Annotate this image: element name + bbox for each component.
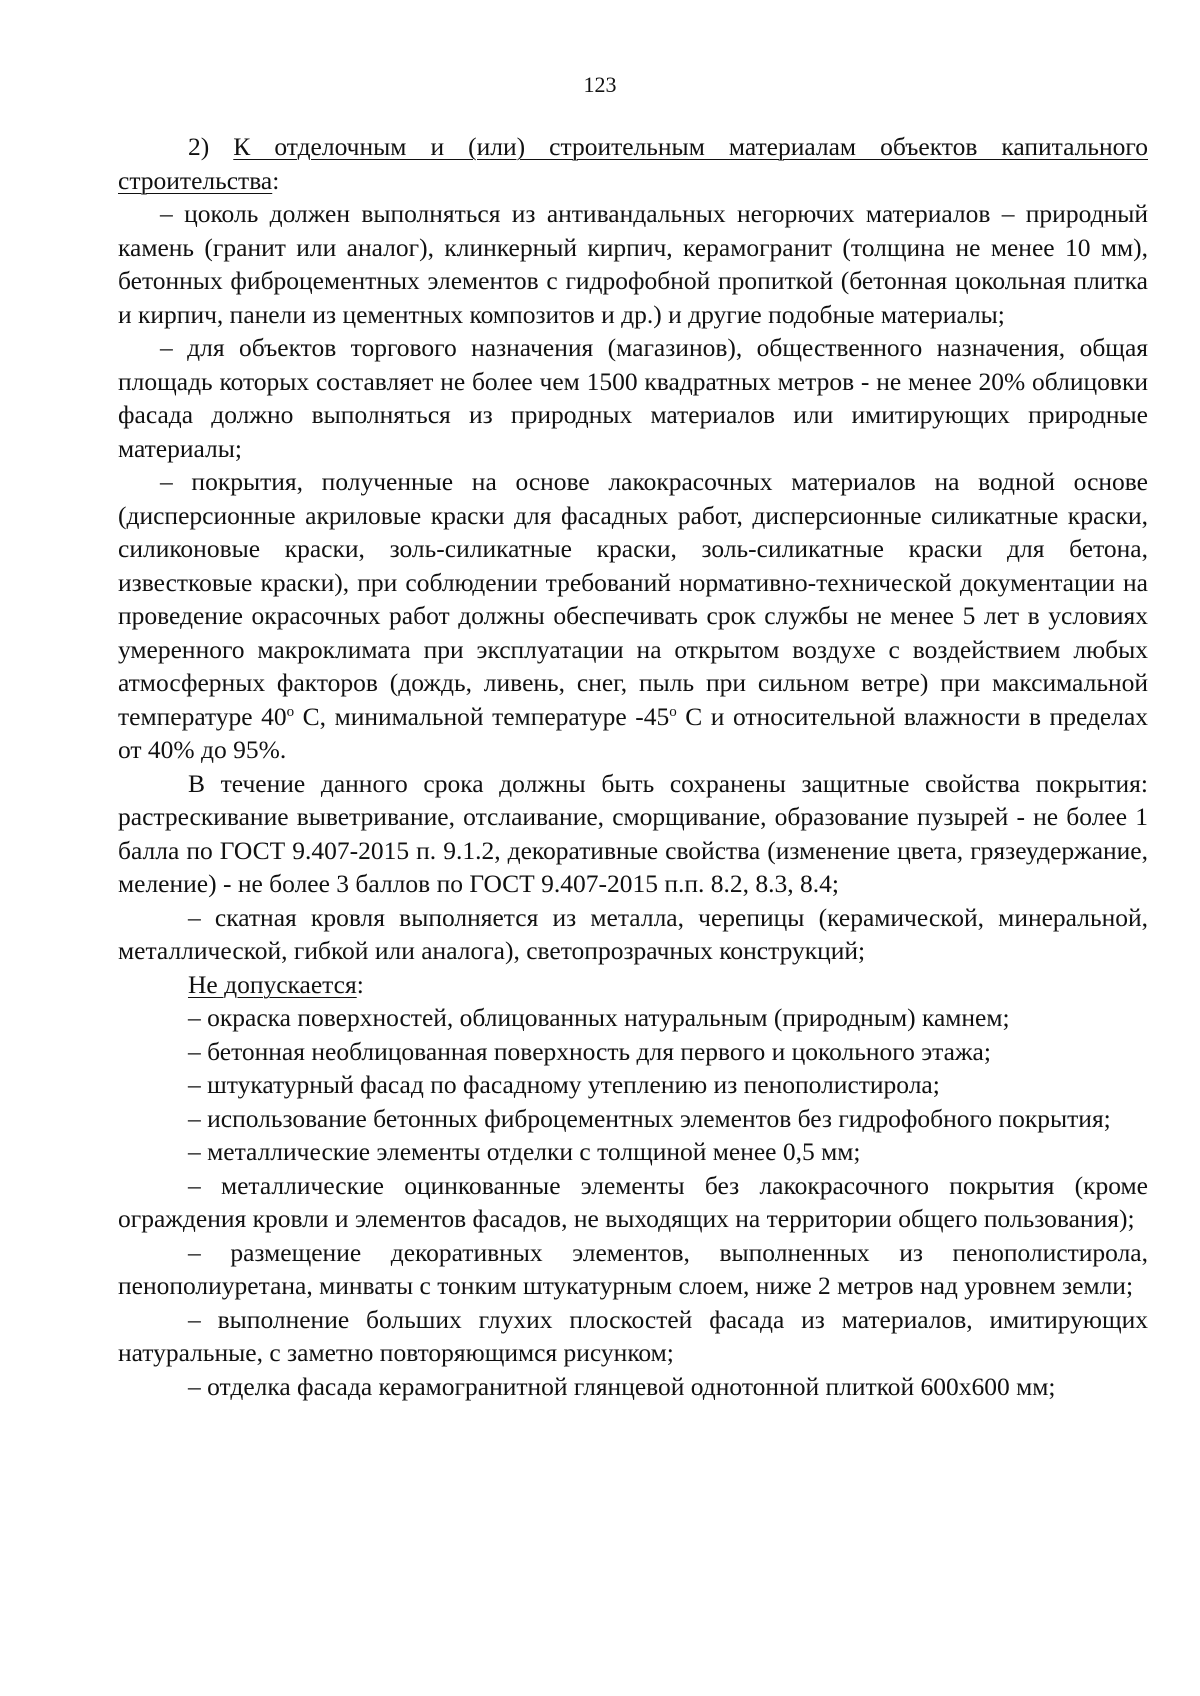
coatings-text-part1: – покрытия, полученные на основе лакокрасочных материалов на водной основе (дисперсионные акриловые краски для фасадных работ, дисперсионные силикатные краски, силиконовые краски, золь-силикатные краски, золь-силикатные краски для бетона, известковые краски), при соблюдении требований нормативно-технической документации на проведение окрасочных работ должны обеспечивать срок службы не менее 5 лет в условиях умеренного макроклимата при эксплуатации на открытом воздухе с воздействием любых атмосферных факторов (дождь, ливень, снег, пыль при сильном ветре) при максимальной температуре 40 [118, 467, 1148, 731]
section-number: 2) [188, 132, 210, 161]
not-allowed-item: – размещение декоративных элементов, выполненных из пенополистирола, пенополиуретана, минваты с тонким штукатурным слоем, ниже 2 метров над уровнем земли; [118, 1237, 1148, 1300]
coatings-text-part2: С, минимальной температуре -45 [294, 701, 670, 731]
not-allowed-item: – штукатурный фасад по фасадному утеплению из пенополистирола; [188, 1070, 940, 1099]
page-number: 123 [583, 72, 617, 97]
not-allowed-heading-paragraph [118, 968, 1148, 1002]
list-item-coatings [118, 465, 1148, 767]
degree-sign: o [669, 703, 677, 720]
document-body [118, 130, 1148, 1403]
not-allowed-item: – металлические элементы отделки с толщиной менее 0,5 мм; [188, 1137, 861, 1166]
not-allowed-heading-suffix: : [356, 969, 364, 999]
degree-sign: o [286, 703, 295, 720]
section-heading: К отделочным и (или) строительным материалам объектов капитального строительства [118, 132, 1148, 195]
not-allowed-item: – окраска поверхностей, облицованных натуральным (природным) камнем; [188, 1003, 1010, 1032]
list-item-commercial-facade: – для объектов торгового назначения (магазинов), общественного назначения, общая площадь которых составляет не более чем 1500 квадратных метров - не менее 20% облицовки фасада должно выполняться из природных материалов или имитирующих природные материалы; [118, 333, 1148, 463]
not-allowed-item: – отделка фасада керамогранитной глянцевой однотонной плиткой 600х600 мм; [188, 1371, 1056, 1401]
coatings-text-part3: С и относительной влажности в пределах от 40% до 95%. [118, 701, 1149, 764]
not-allowed-item: – использование бетонных фиброцементных элементов без гидрофобного покрытия; [188, 1103, 1111, 1133]
section-heading-paragraph [118, 130, 1148, 197]
term-paragraph: В течение данного срока должны быть сохранены защитные свойства покрытия: растрескивание выветривание, отслаивание, сморщивание, образование пузырей - не более 1 балла по ГОСТ 9.407-2015 п. 9.1.2, декоративные свойства (изменение цвета, грязеудержание, меление) - не более 3 баллов по ГОСТ 9.407-2015 п.п. 8.2, 8.3, 8.4; [118, 768, 1148, 898]
not-allowed-heading: Не допускается [188, 969, 357, 999]
list-item-roof: – скатная кровля выполняется из металла, черепицы (керамической, минеральной, металлической, гибкой или аналога), светопрозрачных конструкций; [118, 902, 1148, 965]
section-heading-suffix: : [272, 165, 280, 195]
not-allowed-item: – выполнение больших глухих плоскостей фасада из материалов, имитирующих натуральные, с заметно повторяющимся рисунком; [118, 1304, 1148, 1367]
not-allowed-item: – металлические оцинкованные элементы без лакокрасочного покрытия (кроме ограждения кровли и элементов фасадов, не выходящих на территории общего пользования); [118, 1170, 1148, 1233]
list-item-plinth: – цоколь должен выполняться из антивандальных негорючих материалов – природный камень (гранит или аналог), клинкерный кирпич, керамогранит (толщина не менее 10 мм), бетонных фиброцементных элементов с гидрофобной пропиткой (бетонная цокольная плитка и кирпич, панели из цементных композитов и др.) и другие подобные материалы; [118, 199, 1148, 329]
not-allowed-item: – бетонная необлицованная поверхность для первого и цокольного этажа; [188, 1036, 991, 1066]
